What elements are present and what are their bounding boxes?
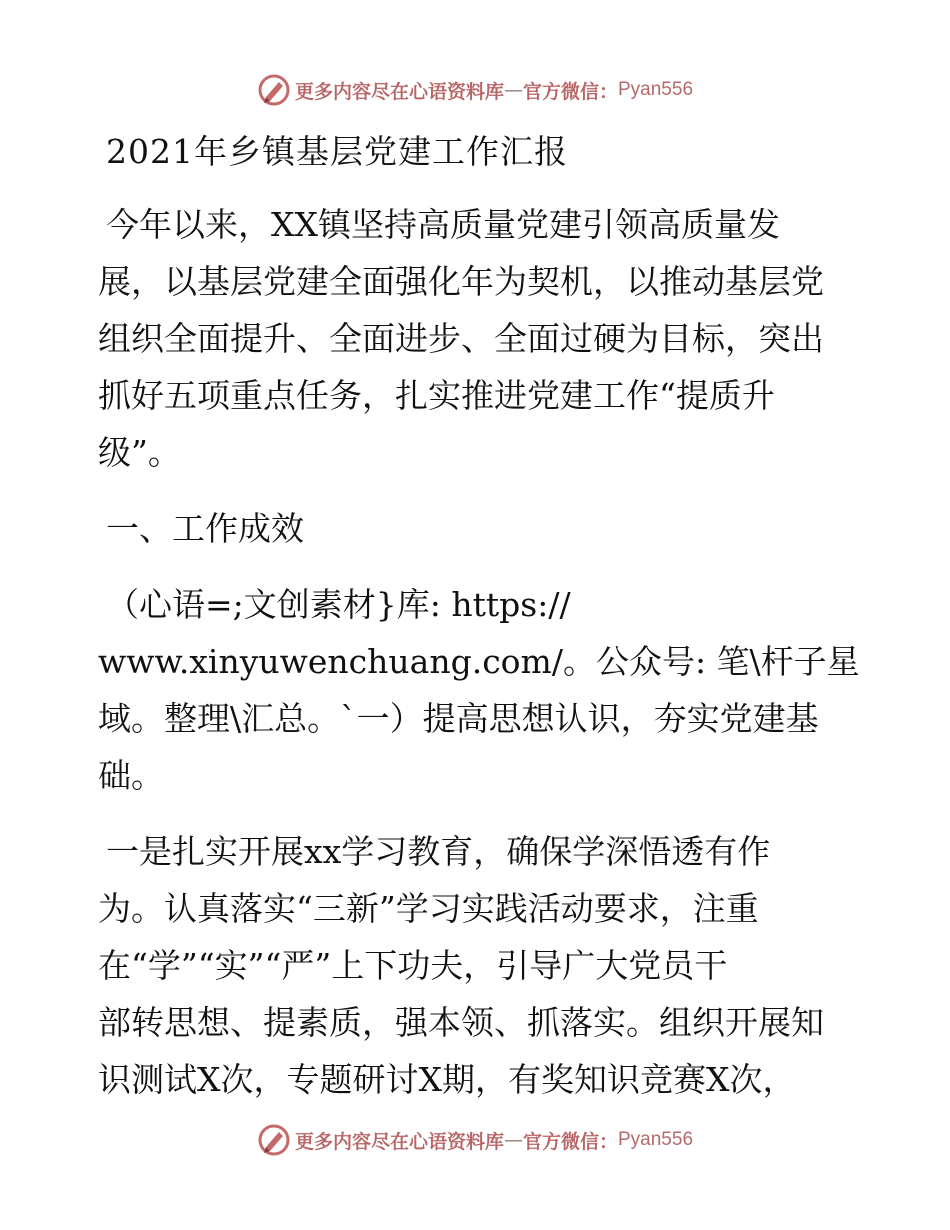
watermark-separator: —	[503, 79, 523, 101]
text-line: 部转思想、提素质，强本领、抓落实。组织开展知	[98, 1003, 824, 1042]
text-line: 今年以来，XX镇坚持高质量党建引领高质量发	[106, 205, 780, 244]
watermark-official-label: 官方微信：	[522, 1130, 618, 1153]
pen-logo-icon	[257, 73, 291, 107]
header-watermark	[0, 70, 950, 110]
text-line: 为。认真落实“三新”学习实践活动要求，注重	[98, 889, 759, 928]
text-line: （心语=;文创素材}库: https://	[106, 585, 571, 624]
paragraph-study	[98, 823, 850, 1108]
paragraph-source	[98, 576, 860, 804]
footer-watermark	[0, 1120, 950, 1160]
watermark-main-text: 更多内容尽在心语资料库	[294, 80, 504, 103]
text-line: 组织全面提升、全面进步、全面过硬为目标，突出	[98, 319, 824, 358]
watermark-official-label: 官方微信：	[522, 80, 618, 103]
section-heading	[98, 500, 850, 557]
watermark-account: Pyan556	[618, 79, 694, 100]
text-line: 抓好五项重点任务，扎实推进党建工作“提质升	[98, 376, 775, 415]
text-line: 础。	[98, 756, 164, 795]
watermark-main-text: 更多内容尽在心语资料库	[294, 1130, 504, 1153]
watermark-account: Pyan556	[618, 1129, 694, 1150]
watermark-separator: —	[503, 1129, 523, 1151]
pen-logo-icon	[257, 1123, 291, 1157]
document-title: 2021年乡镇基层党建工作汇报	[106, 132, 568, 171]
text-line: 展，以基层党建全面强化年为契机，以推动基层党	[98, 262, 824, 301]
text-line: 域。整理\汇总。`一）提高思想认识，夯实党建基	[98, 699, 819, 738]
text-line: 级”。	[98, 433, 181, 472]
text-line: 一是扎实开展xx学习教育，确保学深悟透有作	[106, 832, 771, 871]
text-line: 在“学”“实”“严”上下功夫，引导广大党员干	[98, 946, 728, 985]
text-line: 一、工作成效	[106, 509, 304, 548]
text-line: 识测试X次，专题研讨X期，有奖知识竞赛X次，	[98, 1060, 796, 1099]
text-line: www.xinyuwenchuang.com/。公众号: 笔\杆子星	[98, 642, 860, 681]
paragraph-intro	[98, 196, 850, 481]
